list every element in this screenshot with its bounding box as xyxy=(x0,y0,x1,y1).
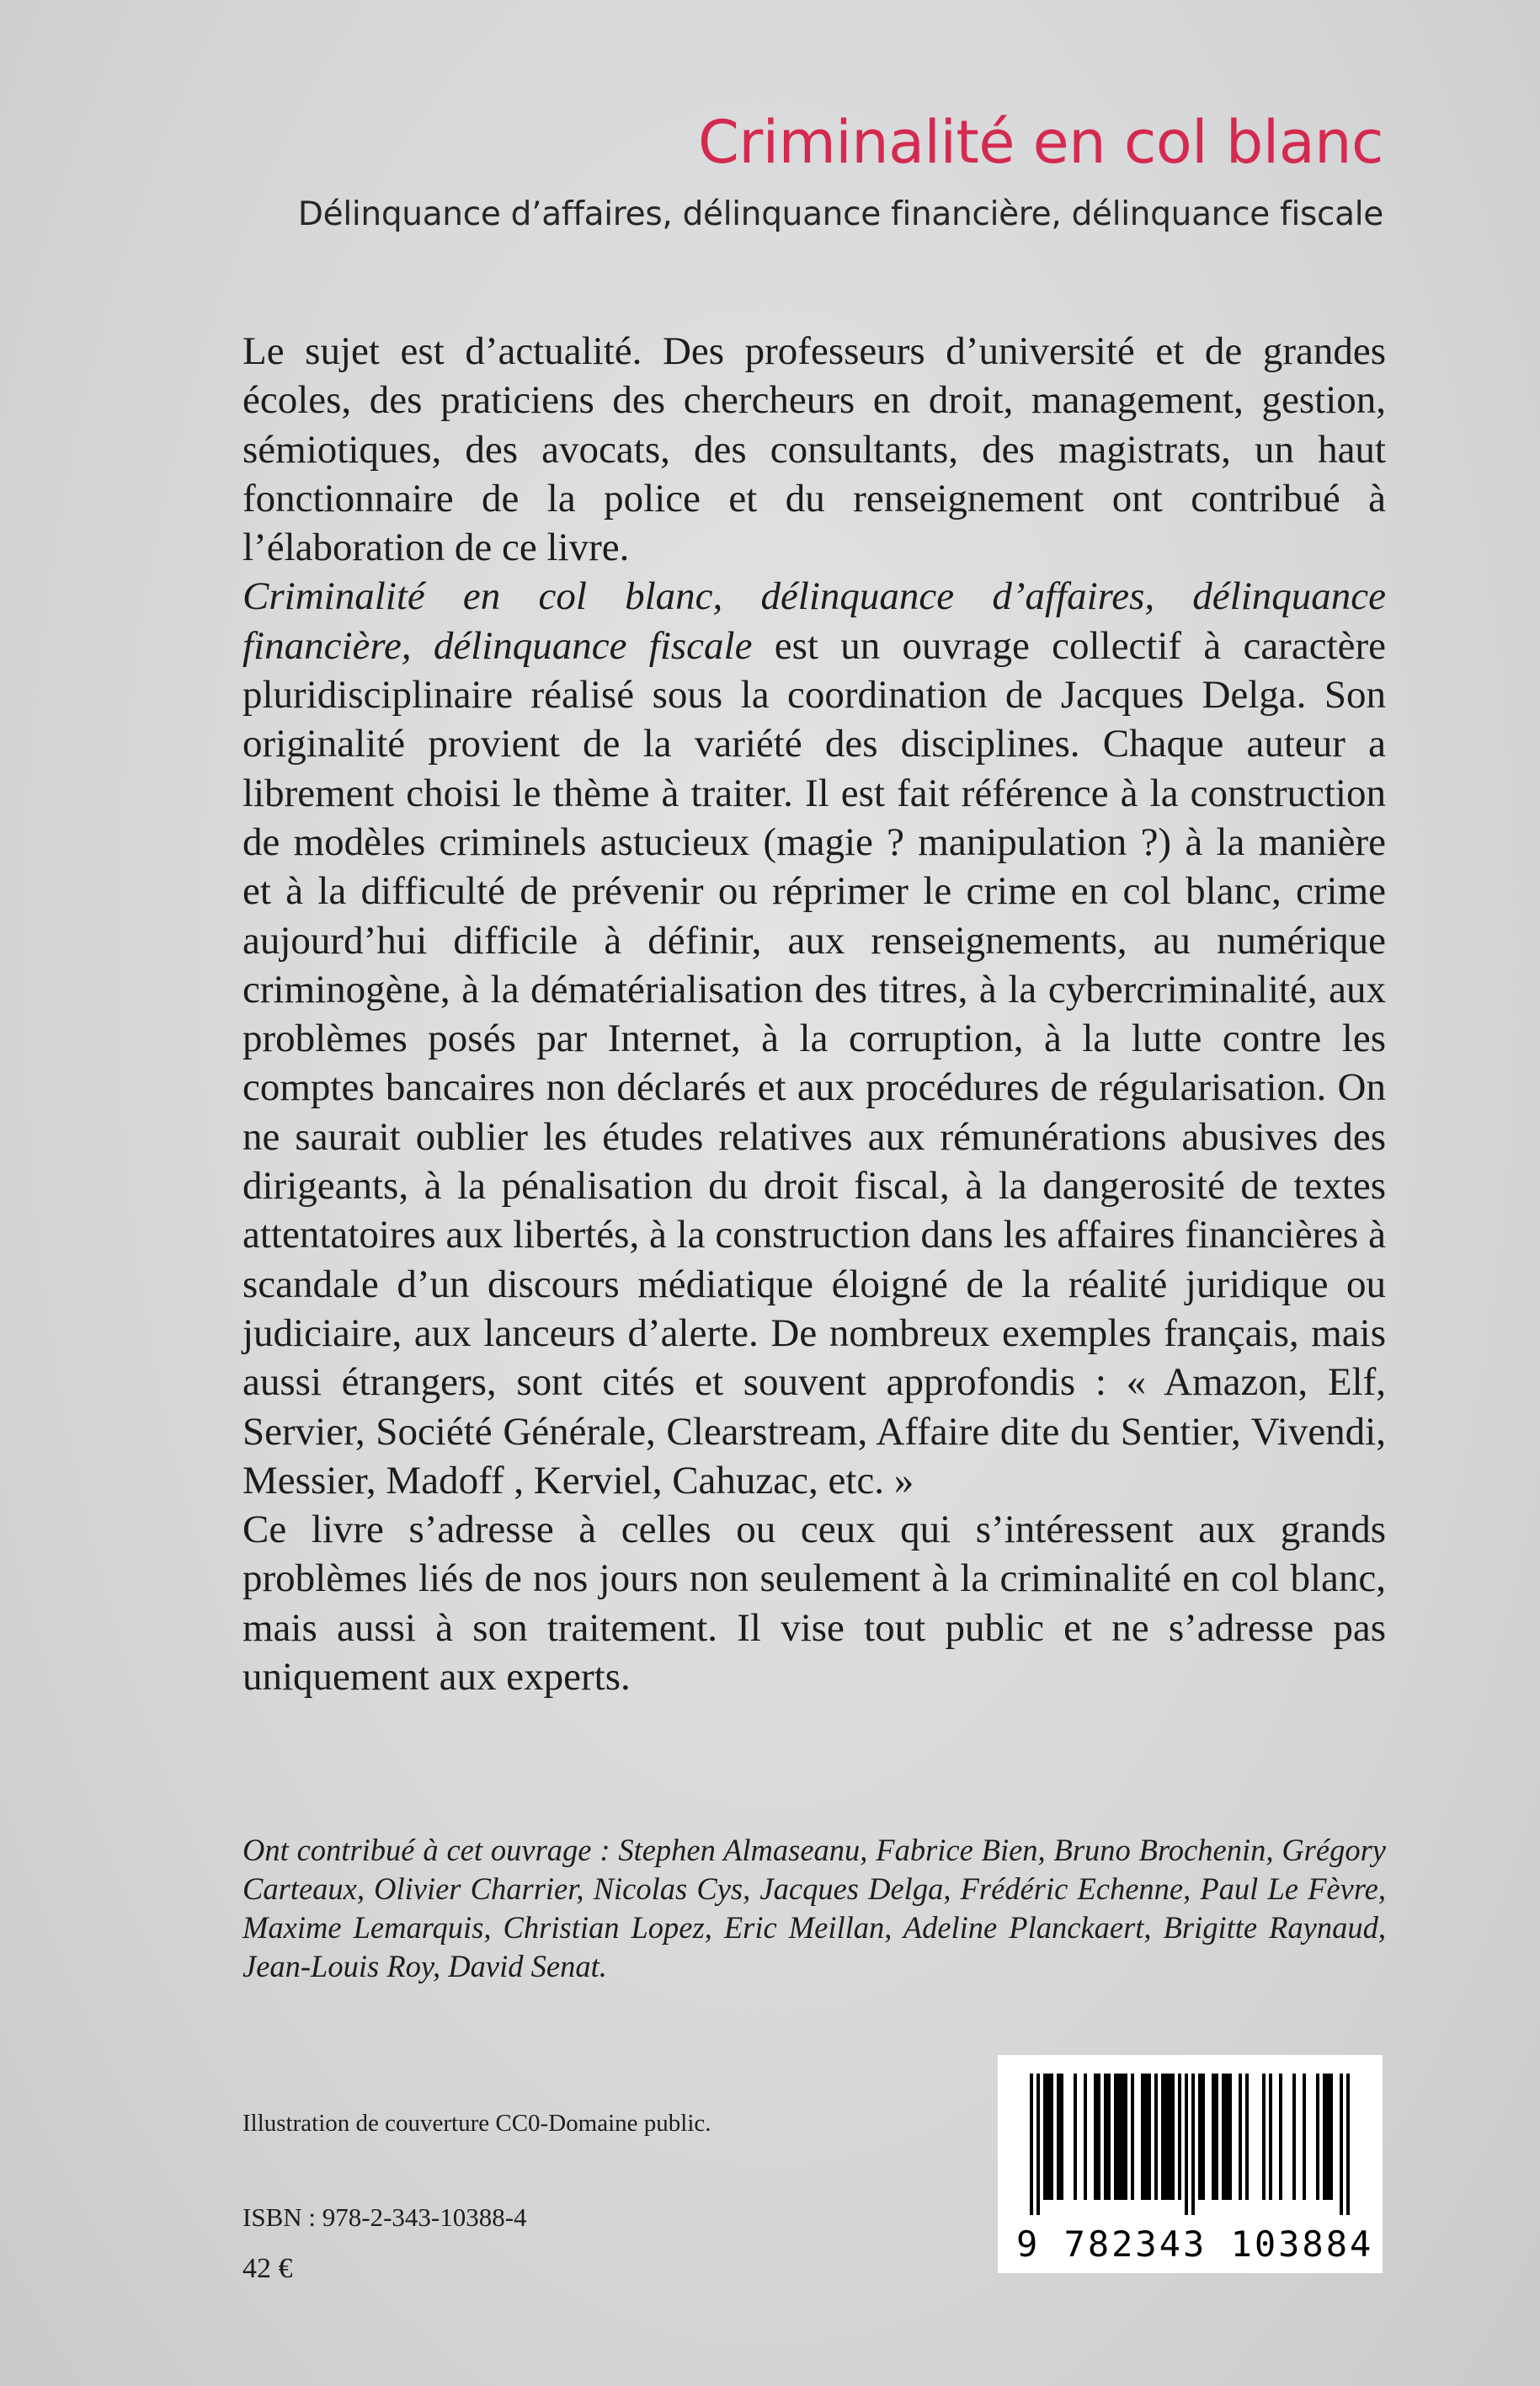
barcode-bar xyxy=(1114,2074,1117,2200)
barcode-bar xyxy=(1036,2074,1040,2215)
barcode-bar xyxy=(1161,2074,1164,2200)
barcode-bar xyxy=(1164,2074,1168,2200)
barcode-bar xyxy=(1279,2074,1282,2200)
book-subtitle: Délinquance d’affaires, délinquance financière, délinquance fiscale xyxy=(297,195,1383,233)
barcode-bar xyxy=(1084,2074,1087,2200)
isbn: ISBN : 978-2-343-10388-4 xyxy=(242,2202,527,2232)
barcode-bar xyxy=(1198,2074,1202,2200)
barcode-bar xyxy=(1191,2074,1195,2215)
barcode-bar xyxy=(1228,2074,1232,2200)
barcode-bar xyxy=(1094,2074,1097,2200)
illustration-credit: Illustration de couverture CC0-Domaine public. xyxy=(242,2110,711,2137)
barcode-bar xyxy=(1060,2074,1063,2200)
barcode-bar xyxy=(1326,2074,1330,2200)
barcode-bar xyxy=(1292,2074,1296,2200)
barcode-bar xyxy=(1124,2074,1127,2200)
barcode-bar xyxy=(1185,2074,1188,2215)
barcode-bar xyxy=(1323,2074,1326,2200)
barcode-bar xyxy=(1043,2074,1047,2200)
barcode-bar xyxy=(1144,2074,1148,2200)
barcode-bar xyxy=(1212,2074,1215,2200)
barcode-bar xyxy=(1171,2074,1175,2200)
barcode xyxy=(998,2055,1383,2273)
barcode-bar xyxy=(1047,2074,1050,2200)
barcode-bar xyxy=(1202,2074,1205,2200)
barcode-bar xyxy=(1222,2074,1225,2200)
barcode-bars xyxy=(1021,2074,1358,2225)
barcode-bar xyxy=(1131,2074,1134,2200)
barcode-bar xyxy=(1141,2074,1144,2200)
barcode-bar xyxy=(1074,2074,1077,2200)
barcode-bar xyxy=(1346,2074,1350,2215)
blurb xyxy=(242,327,1386,1701)
barcode-bar xyxy=(1215,2074,1218,2200)
barcode-bar xyxy=(1340,2074,1343,2215)
barcode-bar xyxy=(1148,2074,1151,2200)
barcode-bar xyxy=(1330,2074,1333,2200)
blurb-paragraph-2-text: est un ouvrage collectif à caractère pluridisciplinaire réalisé sous la coordination de Jacques Delga. Son originalité provient de la variété des disciplines. Chaque auteur a librement choisi le thème à traiter. Il est fait référence à la construction de modèles criminels astucieux (magie ? manipulation ?) à la manière et à la difficulté de prévenir ou réprimer le crime en col blanc, crime aujourd’hui difficile à définir, aux renseignements, au numérique criminogène, à la dématérialisation des titres, à la cybercriminalité, aux problèmes posés par Internet, à la corruption, à la lutte contre les comptes bancaires non déclarés et aux procédures de régularisation. On ne saurait oublier les études relatives aux rémunérations abusives des dirigeants, à la pénalisation du droit fiscal, à la dangerosité de textes attentatoires aux libertés, à la construction dans les affaires financières à scandale d’un discours médiatique éloigné de la réalité juridique ou judiciaire, aux lanceurs d’alerte. De nombreux exemples français, mais aussi étrangers, sont cités et souvent approfondis : « Amazon, Elf, Servier, Société Générale, Clearstream, Affaire dite du Sentier, Vivendi, Messier, Madoff , Kerviel, Cahuzac, etc. » xyxy=(242,623,1386,1503)
barcode-bar xyxy=(1303,2074,1306,2200)
price: 42 € xyxy=(242,2253,293,2284)
barcode-bar xyxy=(1121,2074,1124,2200)
barcode-bar xyxy=(1050,2074,1053,2200)
barcode-bar xyxy=(1225,2074,1228,2200)
blurb-book-title-italic: Criminalité en col blanc, délinquance d’affaires, délinquance financière, délinquance fiscale xyxy=(242,574,1386,668)
barcode-bar xyxy=(1178,2074,1181,2200)
barcode-bar xyxy=(1097,2074,1100,2200)
book-title: Criminalité en col blanc xyxy=(698,108,1383,177)
barcode-bar xyxy=(1239,2074,1242,2200)
barcode-digits: 9 782343 103884 xyxy=(1016,2223,1374,2265)
blurb-paragraph-3: Ce livre s’adresse à celles ou ceux qui s’intéressent aux grands problèmes liés de nos jours non seulement à la criminalité en col blanc, mais aussi à son traitement. Il vise tout public et ne s’adresse pas uniquement aux experts. xyxy=(242,1508,1386,1700)
barcode-bar xyxy=(1030,2074,1033,2215)
barcode-bar xyxy=(1107,2074,1111,2200)
blurb-paragraph-2 xyxy=(242,572,1386,1505)
barcode-bar xyxy=(1057,2074,1060,2200)
barcode-bar xyxy=(1245,2074,1249,2200)
blurb-paragraph-1: Le sujet est d’actualité. Des professeurs d’université et de grandes écoles, des praticiens des chercheurs en droit, management, gestion, sémiotiques, des avocats, des consultants, des magistrats, un haut fonctionnaire de la police et du renseignement ont contribué à l’élaboration de ce livre. xyxy=(242,329,1386,570)
barcode-bar xyxy=(1269,2074,1272,2200)
barcode-bar xyxy=(1262,2074,1266,2200)
contributors-list: Ont contribué à cet ouvrage : Stephen Almaseanu, Fabrice Bien, Bruno Brochenin, Grégory Carteaux, Olivier Charrier, Nicolas Cys, Jacques Delga, Frédéric Echenne, Paul Le Fèvre, Maxime Lemarquis, Christian Lopez, Eric Meillan, Adeline Planckaert, Brigitte Raynaud, Jean-Louis Roy, David Senat. xyxy=(242,1833,1386,1983)
barcode-bar xyxy=(1316,2074,1319,2200)
barcode-bar xyxy=(1117,2074,1121,2200)
barcode-bar xyxy=(1168,2074,1171,2200)
barcode-bar xyxy=(1104,2074,1107,2200)
barcode-bar xyxy=(1154,2074,1158,2200)
